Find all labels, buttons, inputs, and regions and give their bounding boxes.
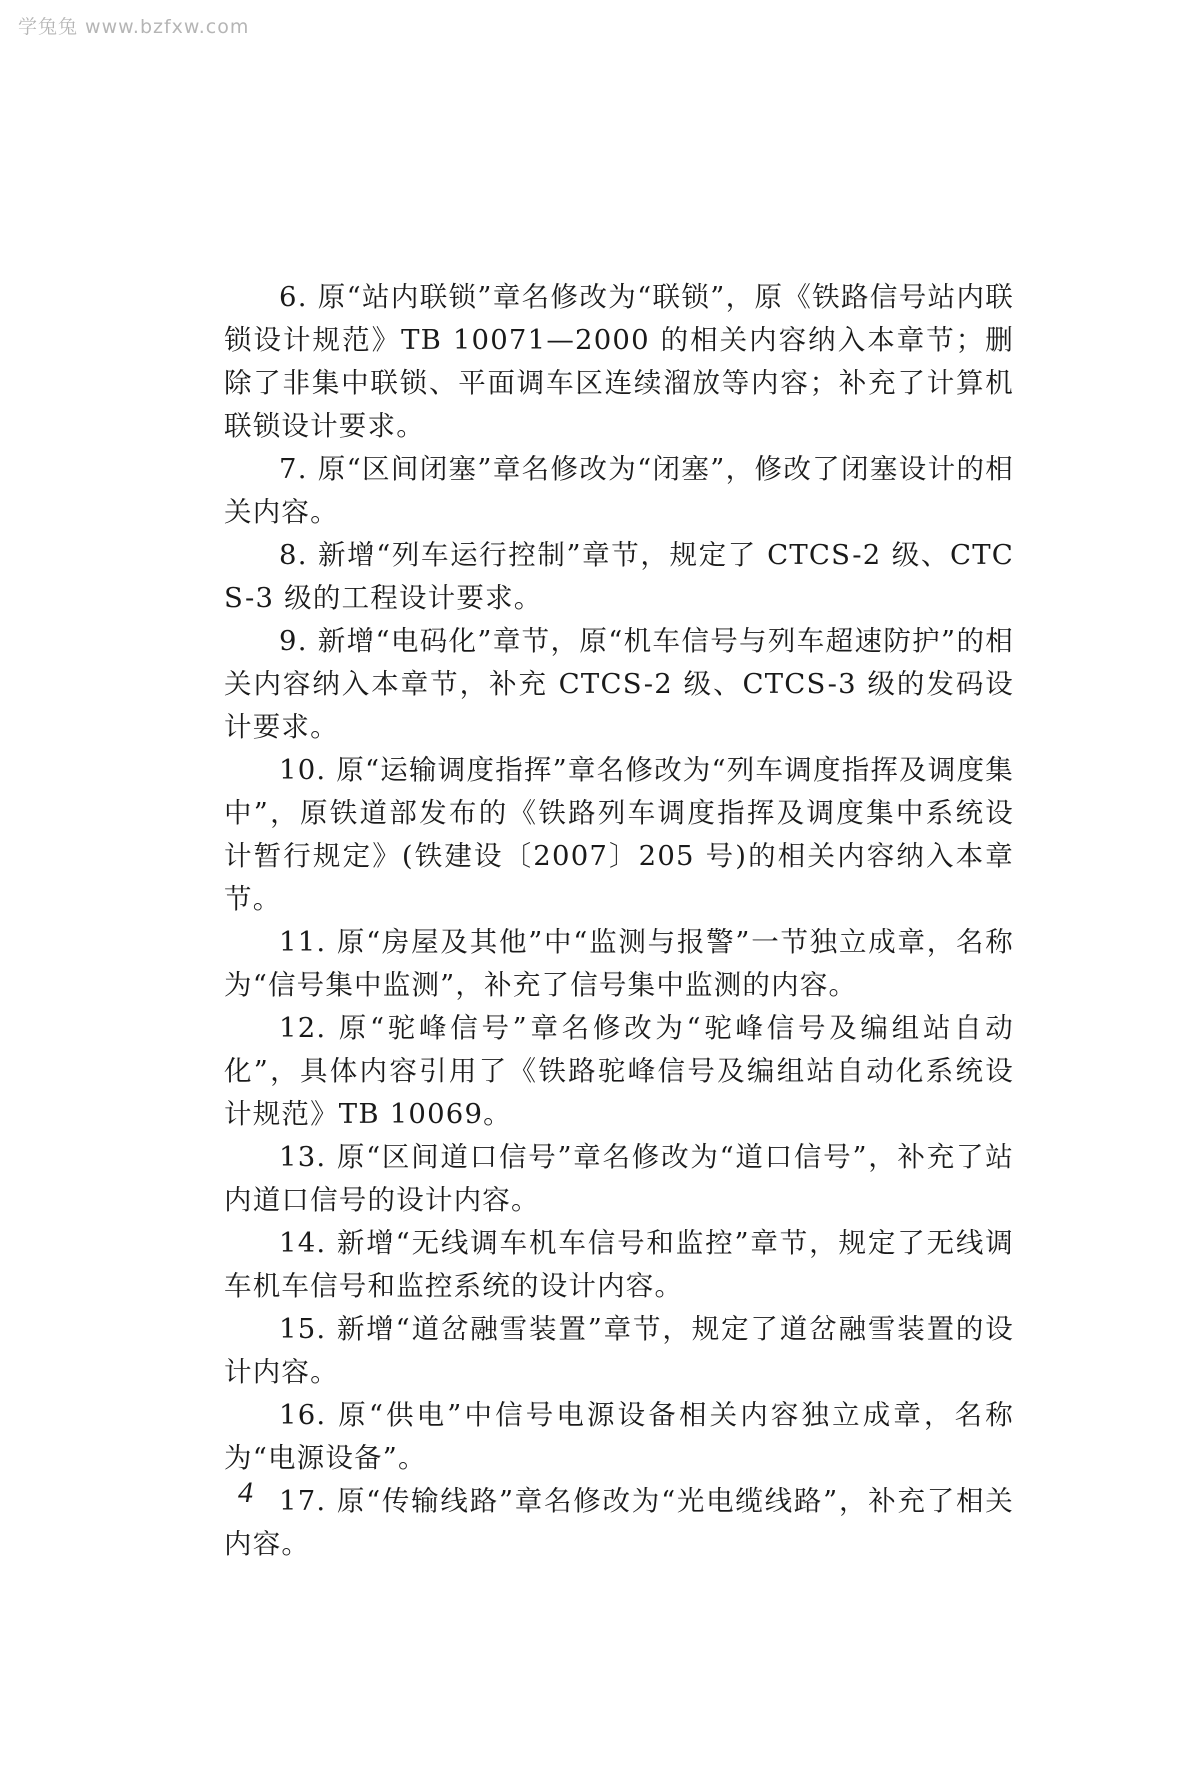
watermark: 学兔兔 www.bzfxw.com: [18, 16, 250, 38]
paragraph-14: 14. 新增“无线调车机车信号和监控”章节，规定了无线调车机车信号和监控系统的设计内容。: [224, 1227, 1014, 1302]
paragraph-17: 17. 原“传输线路”章名修改为“光电缆线路”，补充了相关内容。: [224, 1485, 1014, 1560]
page-body: [224, 276, 1014, 1566]
paragraph-6: 6. 原“站内联锁”章名修改为“联锁”，原《铁路信号站内联锁设计规范》TB 10071—2000 的相关内容纳入本章节；删除了非集中联锁、平面调车区连续溜放等内容；补充了计算机联锁设计要求。: [224, 281, 1014, 442]
paragraph-7: 7. 原“区间闭塞”章名修改为“闭塞”，修改了闭塞设计的相关内容。: [224, 453, 1014, 528]
paragraph-12: 12. 原“驼峰信号”章名修改为“驼峰信号及编组站自动化”，具体内容引用了《铁路驼峰信号及编组站自动化系统设计规范》TB 10069。: [224, 1012, 1014, 1130]
paragraph-15: 15. 新增“道岔融雪装置”章节，规定了道岔融雪装置的设计内容。: [224, 1313, 1014, 1388]
paragraph-11: 11. 原“房屋及其他”中“监测与报警”一节独立成章，名称为“信号集中监测”，补充了信号集中监测的内容。: [224, 926, 1014, 1001]
page-number: 4: [238, 1476, 253, 1509]
paragraph-10: 10. 原“运输调度指挥”章名修改为“列车调度指挥及调度集中”，原铁道部发布的《铁路列车调度指挥及调度集中系统设计暂行规定》(铁建设〔2007〕205 号)的相关内容纳入本章节。: [224, 754, 1014, 915]
paragraph-16: 16. 原“供电”中信号电源设备相关内容独立成章，名称为“电源设备”。: [224, 1399, 1014, 1474]
paragraph-13: 13. 原“区间道口信号”章名修改为“道口信号”，补充了站内道口信号的设计内容。: [224, 1141, 1014, 1216]
paragraph-8: 8. 新增“列车运行控制”章节，规定了 CTCS-2 级、CTCS-3 级的工程设计要求。: [224, 539, 1014, 614]
paragraph-9: 9. 新增“电码化”章节，原“机车信号与列车超速防护”的相关内容纳入本章节，补充 CTCS-2 级、CTCS-3 级的发码设计要求。: [224, 625, 1014, 743]
